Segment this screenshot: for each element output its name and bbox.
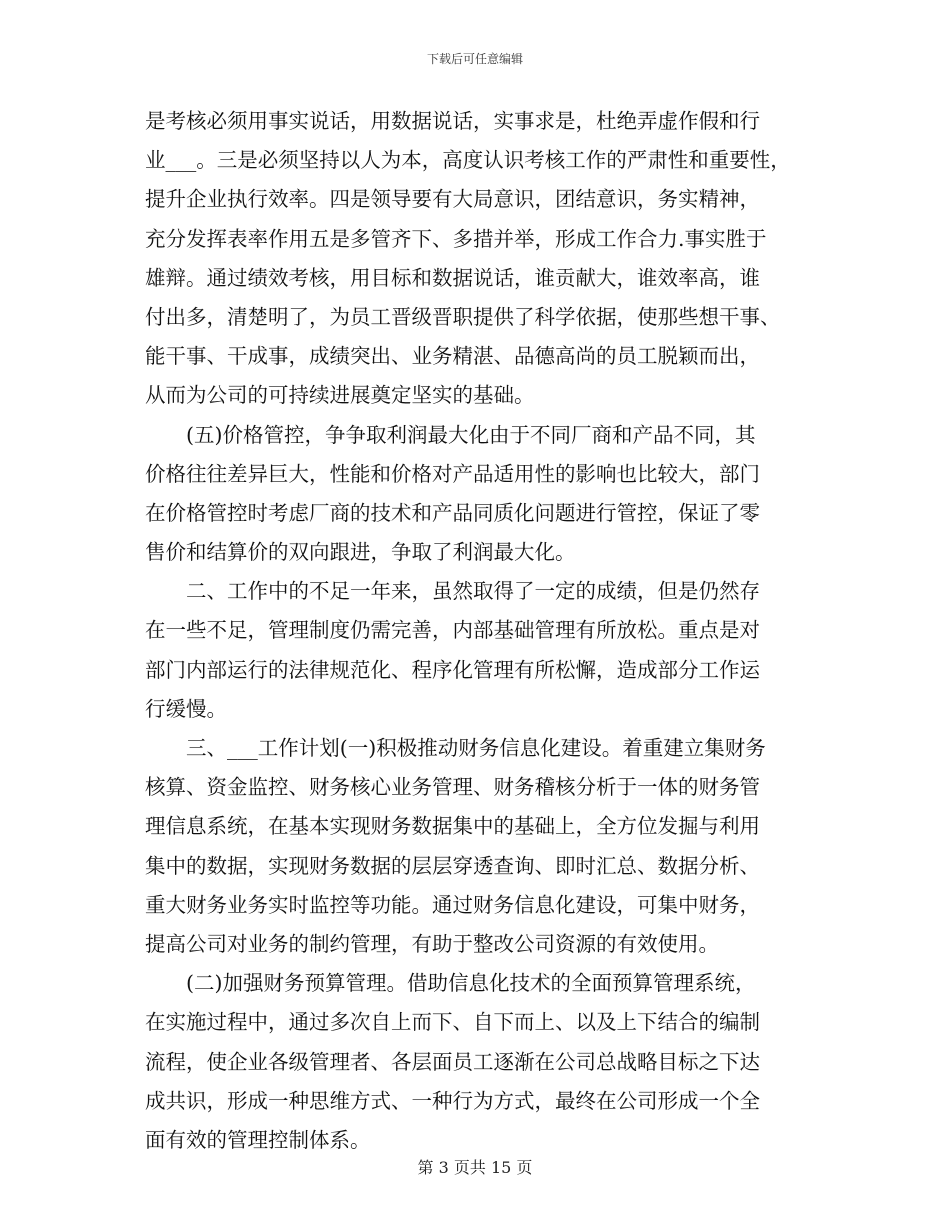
text-line: 提升企业执行效率。四是领导要有大局意识，团结意识，务实精神， bbox=[145, 187, 760, 212]
text-line: 付出多，清楚明了，为员工晋级晋职提供了科学依据，使那些想干事、 bbox=[145, 304, 781, 329]
text-line: 成共识，形成一种思维方式、一种行为方式，最终在公司形成一个全 bbox=[145, 1088, 760, 1113]
text-line: 在价格管控时考虑厂商的技术和产品同质化问题进行管控，保证了零 bbox=[145, 500, 760, 525]
text-line: 部门内部运行的法律规范化、程序化管理有所松懈，造成部分工作运 bbox=[145, 657, 760, 682]
text-line: (五)价格管控，争争取利润最大化由于不同厂商和产品不同，其 bbox=[186, 422, 756, 447]
text-line: 是考核必须用事实说话，用数据说话，实事求是，杜绝弄虚作假和行 bbox=[145, 109, 760, 133]
text-line: 三、___工作计划(一)积极推动财务信息化建设。着重建立集财务 bbox=[186, 736, 766, 760]
text-line: 理信息系统，在基本实现财务数据集中的基础上，全方位发掘与利用 bbox=[145, 814, 760, 839]
document-body bbox=[145, 102, 817, 1160]
text-line: 行缓慢。 bbox=[145, 696, 227, 721]
text-line: 能干事、干成事，成绩突出、业务精湛、品德高尚的员工脱颖而出， bbox=[145, 344, 760, 369]
text-line: (二)加强财务预算管理。借助信息化技术的全面预算管理系统， bbox=[186, 971, 756, 996]
text-line: 售价和结算价的双向跟进，争取了利润最大化。 bbox=[145, 540, 576, 565]
text-line: 充分发挥表率作用五是多管齐下、多措并举，形成工作合力.事实胜于 bbox=[145, 226, 767, 251]
text-line: 业___。三是必须坚持以人为本，高度认识考核工作的严肃性和重要性， bbox=[145, 148, 791, 173]
text-line: 核算、资金监控、财务核心业务管理、财务稽核分析于一体的财务管 bbox=[145, 775, 760, 800]
page-number-footer: 第 3 页共 15 页 bbox=[417, 1158, 533, 1177]
text-line: 流程，使企业各级管理者、各层面员工逐渐在公司总战略目标之下达 bbox=[145, 1049, 760, 1074]
text-line: 价格往往差异巨大，性能和价格对产品适用性的影响也比较大，部门 bbox=[145, 461, 760, 486]
text-line: 面有效的管理控制体系。 bbox=[145, 1127, 371, 1152]
text-line: 雄辩。通过绩效考核，用目标和数据说话，谁贡献大，谁效率高，谁 bbox=[145, 265, 760, 290]
text-line: 提高公司对业务的制约管理，有助于整改公司资源的有效使用。 bbox=[145, 931, 719, 956]
text-line: 二、工作中的不足一年来，虽然取得了一定的成绩，但是仍然存 bbox=[186, 579, 760, 604]
text-line: 在一些不足，管理制度仍需完善，内部基础管理有所放松。重点是对 bbox=[145, 618, 760, 643]
text-line: 从而为公司的可持续进展奠定坚实的基础。 bbox=[145, 383, 535, 408]
text-line: 重大财务业务实时监控等功能。通过财务信息化建设，可集中财务， bbox=[145, 892, 760, 917]
page-header: 下载后可任意编辑 bbox=[426, 52, 523, 66]
text-line: 在实施过程中，通过多次自上而下、自下而上、以及上下结合的编制 bbox=[145, 1010, 760, 1035]
text-line: 集中的数据，实现财务数据的层层穿透查询、即时汇总、数据分析、 bbox=[145, 853, 760, 878]
